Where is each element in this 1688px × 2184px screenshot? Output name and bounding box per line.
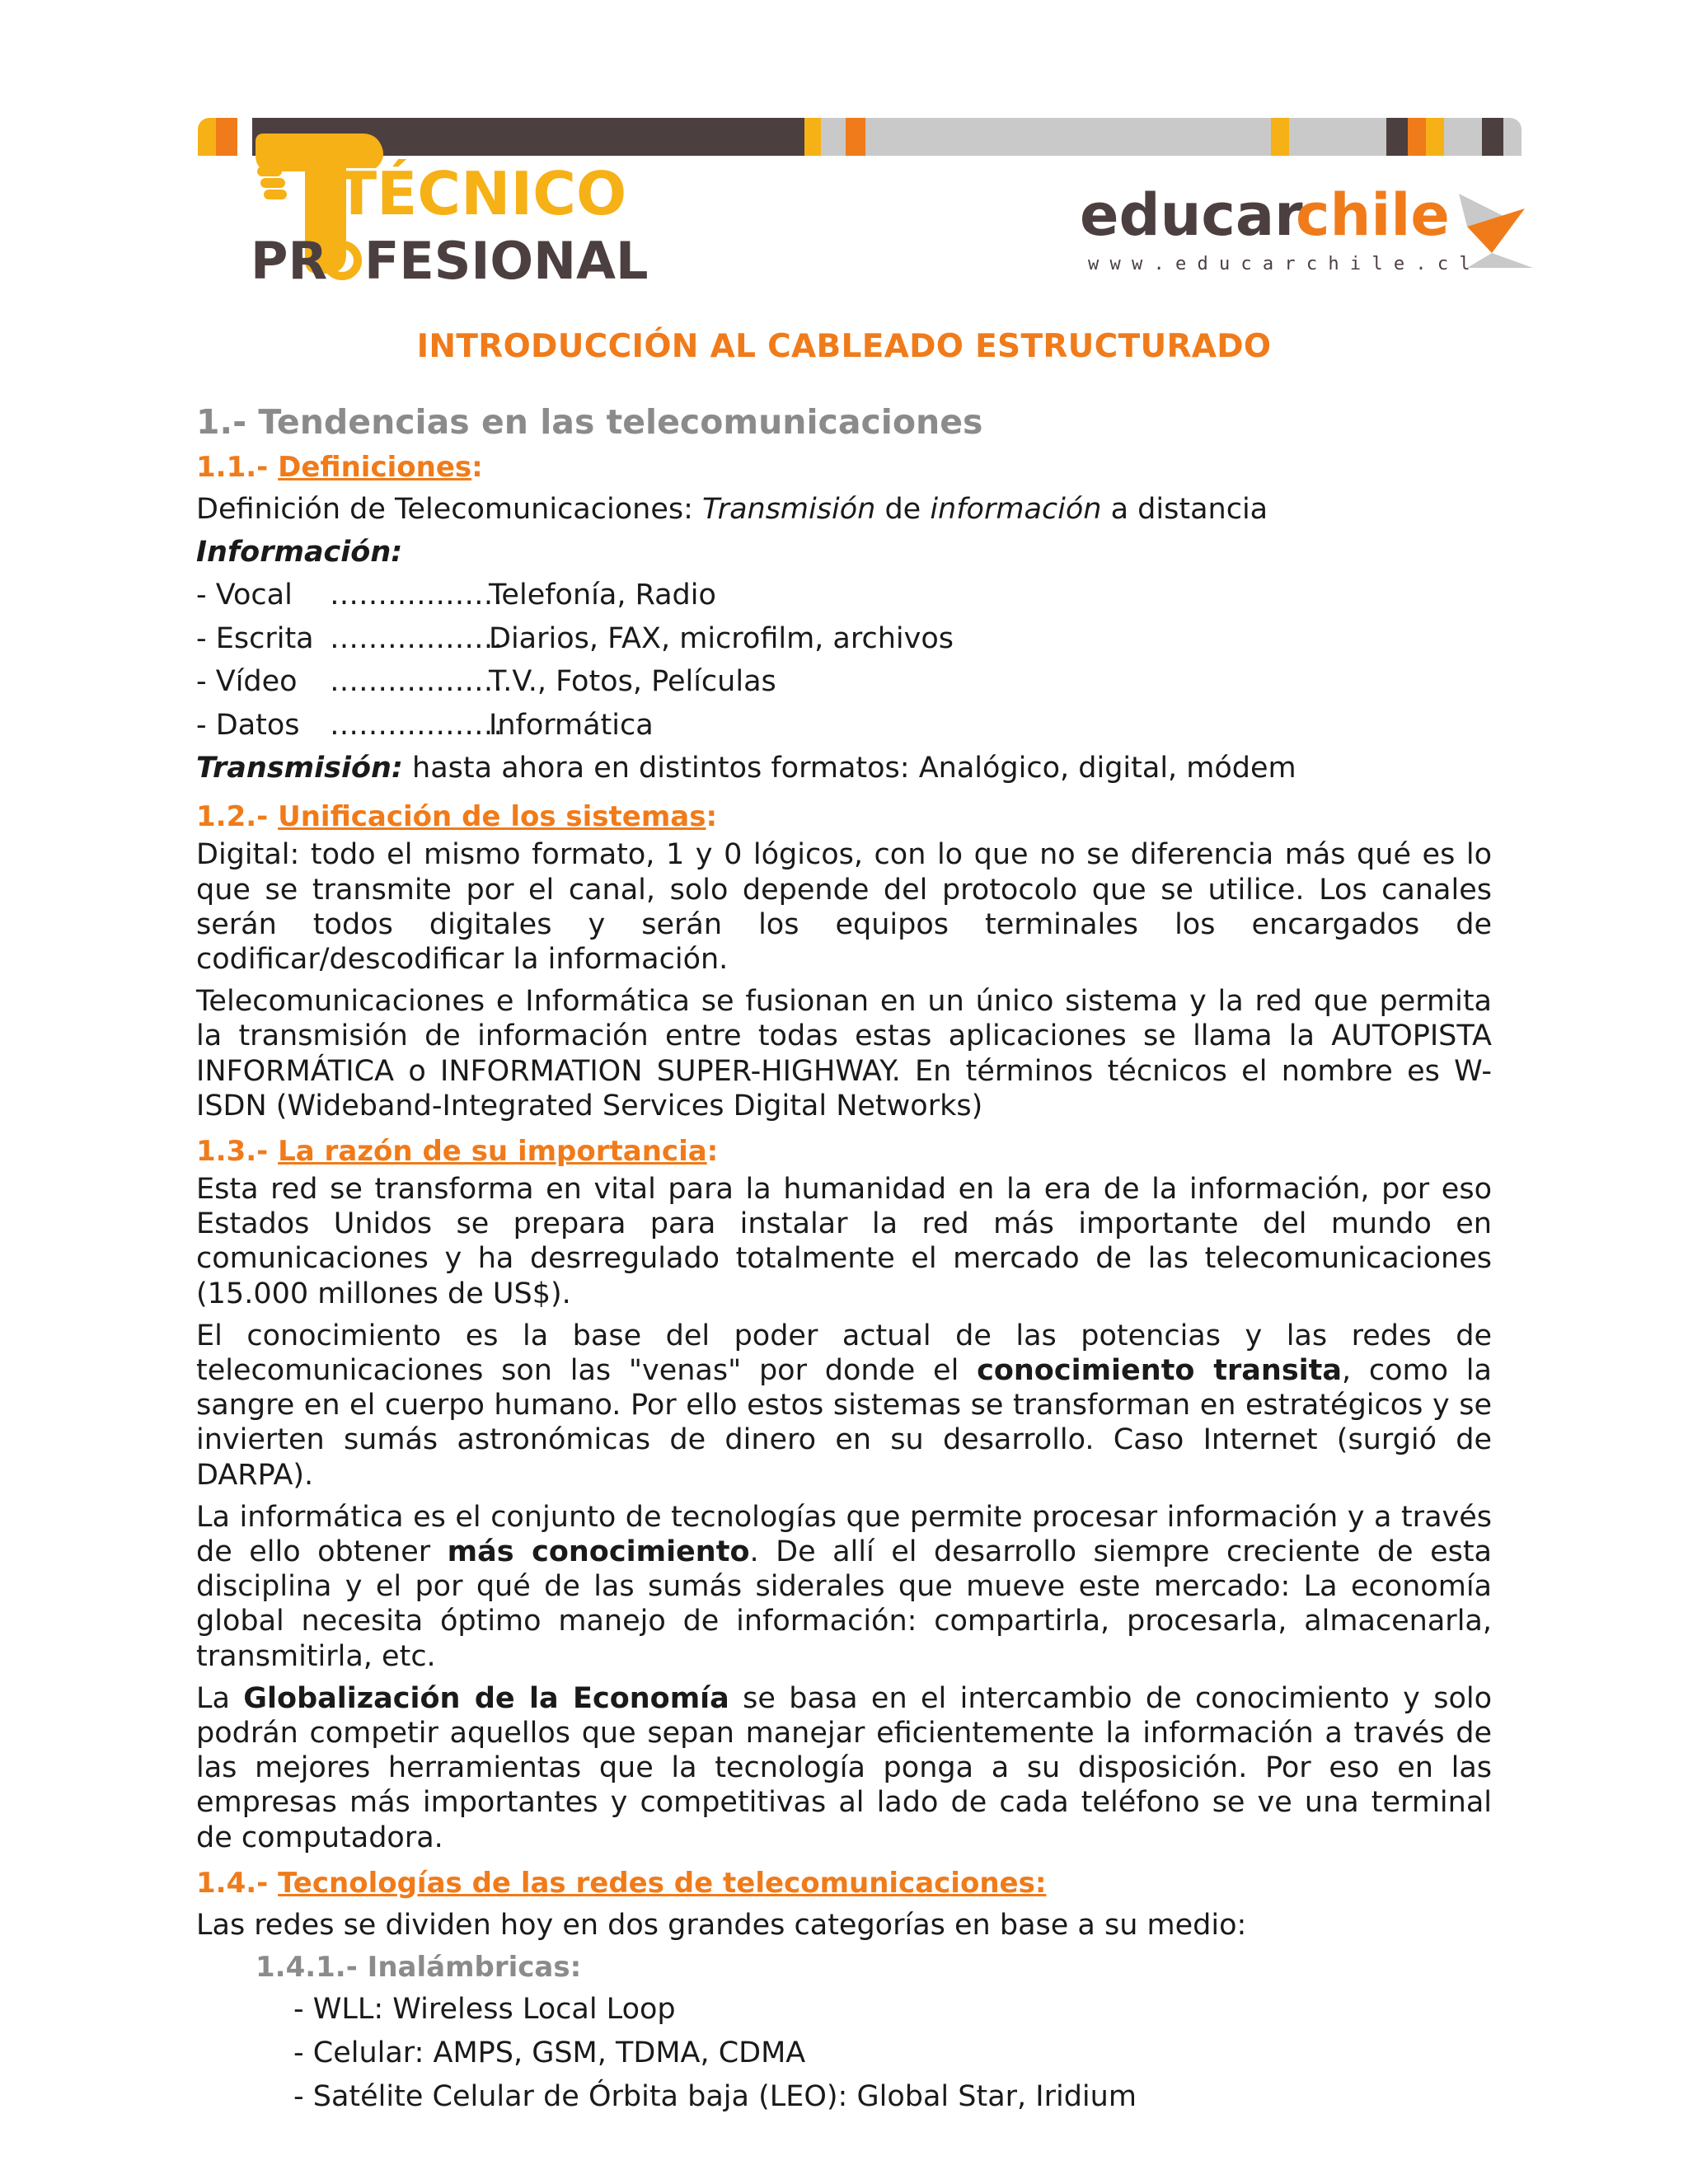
definiciones-link[interactable]: Definiciones [278, 451, 472, 484]
paragraph: El conocimiento es la base del poder actual de las potencias y las redes de telecomunicaciones son las "venas" por donde el conocimiento transita, como la sangre en el cuerpo humano. Por ello estos sistemas se transforman en estratégicos y se invierten sumás astronómicas de dinero en su desarrollo. Caso Internet (surgió de DARPA). [196, 1319, 1492, 1492]
section-heading-1-4-1: 1.4.1.- Inalámbricas: [256, 1950, 582, 1984]
info-row: - Vídeo ……………… T.V., Fotos, Películas [196, 665, 776, 699]
info-row: - Escrita ……………… Diarios, FAX, microfilm, archivos [196, 621, 954, 655]
logo-url-text: w w w . e d u c a r c h i l e . c l [1088, 254, 1470, 274]
paragraph: La Globalización de la Economía se basa en el intercambio de conocimiento y solo podrán competir aquellos que sepan manejar eficientemente la información a través de las mejores herramientas que la tecnología ponga a su disposición. Por eso en las empresas más importantes y competitivas al lado de cada teléfono se ve una terminal de computadora. [196, 1681, 1493, 1854]
document-body [196, 401, 1492, 2119]
logo-chile-text: chile [1296, 181, 1450, 249]
paragraph: Telecomunicaciones e Informática se fusionan en un único sistema y la red que permita la transmisión de información entre todas estas aplicaciones se llama la AUTOPISTA INFORMÁTICA o INFORMATION SUPER-HIGHWAY. En términos técnicos el nombre es W-ISDN (Wideband-Integrated Services Digital Networks) [196, 985, 1492, 1122]
info-row: - Vocal ……………… Telefonía, Radio [196, 579, 716, 612]
section-heading-1-4: 1.4.- Tecnologías de las redes de telecomunicaciones: [196, 1866, 1047, 1900]
paragraph: Las redes se dividen hoy en dos grandes categorías en base a su medio: [196, 1908, 1247, 1942]
paragraph: Esta red se transforma en vital para la humanidad en la era de la información, por eso Estados Unidos se prepara para instalar la red más importante del mundo en comunicaciones y ha desrregulado totalmente el mercado de las telecomunicaciones (15.000 millones de US$). [196, 1173, 1492, 1310]
info-row: - Datos ……………… Informática [196, 708, 654, 742]
unificacion-link[interactable]: Unificación de los sistemas [278, 800, 706, 834]
list-item: - Satélite Celular de Órbita baja (LEO): Global Star, Iridium [293, 2079, 1137, 2113]
logo-fesional-text: FESIONAL [364, 231, 649, 291]
list-item: - Celular: AMPS, GSM, TDMA, CDMA [293, 2036, 806, 2069]
section-heading-1-3: 1.3.- La razón de su importancia: [196, 1135, 719, 1168]
section-heading-1-1: 1.1.- Definiciones: [196, 451, 483, 484]
paragraph: La informática es el conjunto de tecnologías que permite procesar información y a través de ello obtener más conocimiento. De allí el desarrollo siempre creciente de esta disciplina y el por qué de las sumás siderales que mueve este mercado: La economía global necesita óptimo manejo de información: compartirla, procesarla, almacenarla, transmitirla, etc. [196, 1500, 1493, 1673]
section-heading-1-2: 1.2.- Unificación de los sistemas: [196, 800, 718, 834]
tecnico-profesional-logo [246, 132, 649, 297]
razon-link[interactable]: La razón de su importancia [278, 1135, 707, 1168]
logo-tecnico-text: TÉCNICO [336, 159, 627, 228]
transmission-line: Transmisión: hasta ahora en distintos formatos: Analógico, digital, módem [196, 752, 1296, 785]
document-title: INTRODUCCIÓN AL CABLEADO ESTRUCTURADO [416, 328, 1272, 365]
logo-pr-text: PR [251, 231, 328, 291]
list-item: - WLL: Wireless Local Loop [293, 1992, 676, 2026]
information-label: Información: [196, 536, 403, 569]
section-heading-1: 1.- Tendencias en las telecomunicaciones [196, 402, 983, 442]
educarchile-logo [1080, 177, 1541, 284]
paragraph: Digital: todo el mismo formato, 1 y 0 lógicos, con lo que no se diferencia más qué es lo que se transmite por el canal, solo depende del protocolo que se utilice. Los canales serán todos digitales y serán los equipos terminales los encargados de codificar/descodificar la información. [196, 838, 1492, 976]
logo-educar-text: educar [1080, 181, 1303, 249]
tecnologias-link[interactable]: Tecnologías de las redes de telecomunicaciones: [278, 1866, 1047, 1900]
definition-line: Definición de Telecomunicaciones: Transmisión de información a distancia [196, 493, 1268, 526]
